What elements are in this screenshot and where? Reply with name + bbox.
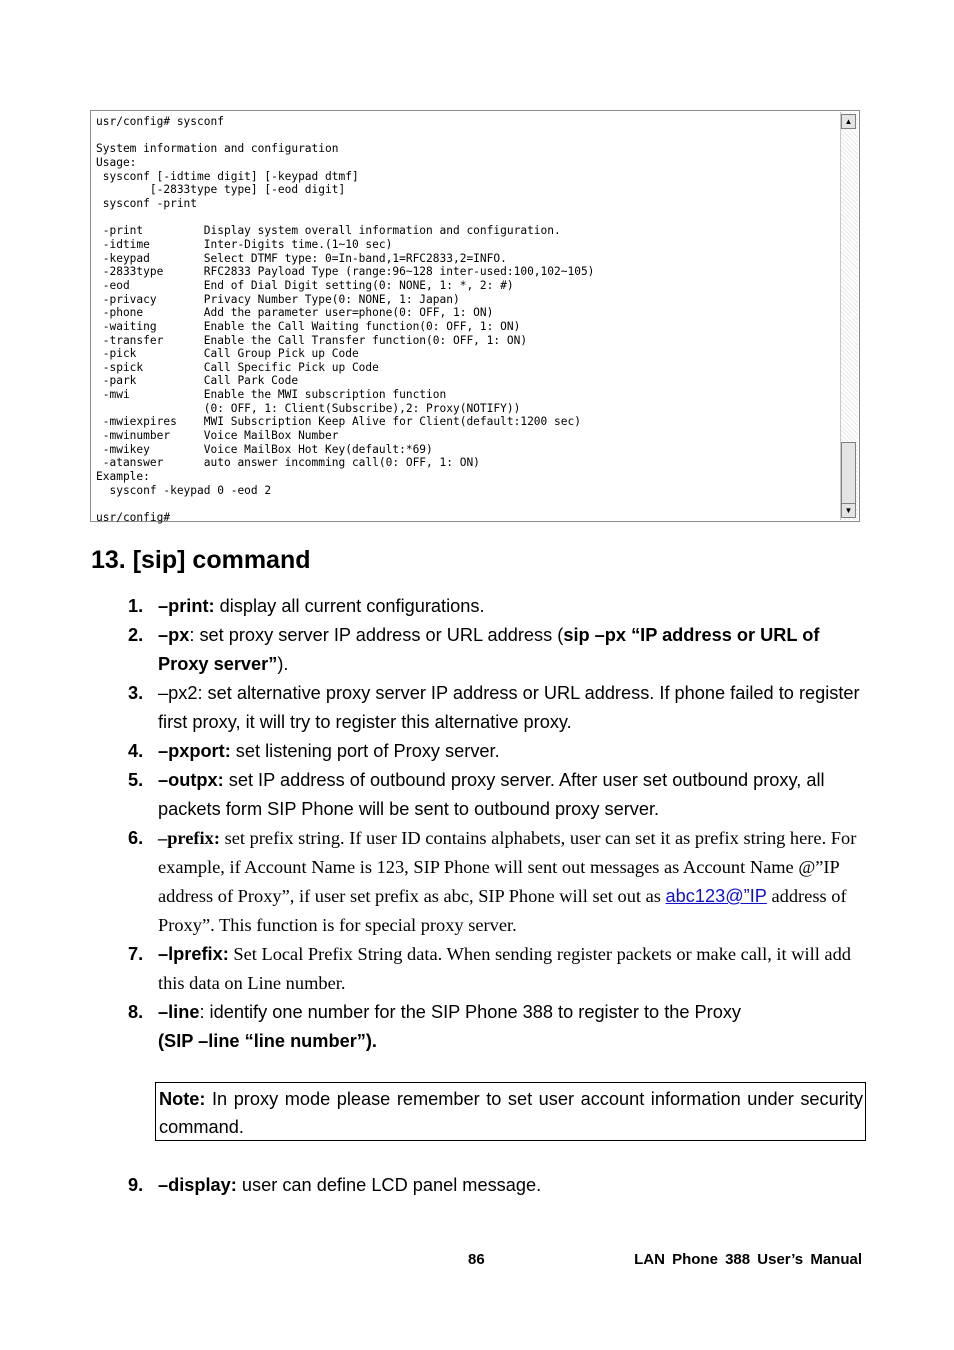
option-key: –display: xyxy=(158,1175,237,1195)
email-link[interactable]: abc123@”IP xyxy=(665,886,767,906)
option-description: –px2: set alternative proxy server IP address or URL address. If phone failed to register first proxy, it will try to register this alternative proxy. xyxy=(158,683,860,732)
list-item-lprefix xyxy=(128,940,868,998)
item-number: 5. xyxy=(128,770,144,790)
option-description: : identify one number for the SIP Phone 388 to register to the Proxy xyxy=(199,1002,742,1022)
option-description-end: address of Proxy”. This function is for special proxy server. xyxy=(158,886,847,935)
option-description: Set Local Prefix String data. When sending register packets or make call, it will add this data on Line number. xyxy=(158,944,851,993)
item-number: 2. xyxy=(128,625,144,645)
list-item-outpx xyxy=(128,766,868,824)
scrollbar-thumb[interactable] xyxy=(841,442,856,504)
page-number: 86 xyxy=(468,1251,485,1268)
terminal-scrollbar[interactable] xyxy=(840,112,858,520)
list-item-pxport xyxy=(128,737,868,766)
option-key: –pxport: xyxy=(158,741,231,761)
list-item-print xyxy=(128,592,868,621)
note-label: Note: xyxy=(159,1089,206,1109)
item-number: 1. xyxy=(128,596,144,616)
option-key: –lprefix: xyxy=(158,944,229,964)
manual-title: LAN Phone 388 User’s Manual xyxy=(634,1251,862,1268)
item-number: 4. xyxy=(128,741,144,761)
list-item-line xyxy=(128,998,868,1056)
item-number: 6. xyxy=(128,828,144,848)
item-number: 9. xyxy=(128,1175,144,1195)
list-item-prefix xyxy=(128,824,868,940)
list-item-display xyxy=(128,1171,898,1200)
scroll-up-arrow-icon[interactable]: ▲ xyxy=(841,114,856,129)
option-syntax: (SIP –line “line number”). xyxy=(158,1031,377,1051)
item-number: 8. xyxy=(128,1002,144,1022)
option-key: –prefix: xyxy=(158,828,220,848)
option-description: set IP address of outbound proxy server. After user set outbound proxy, all packets form SIP Phone will be sent to outbound proxy server. xyxy=(158,770,825,819)
command-options-list xyxy=(128,592,868,1056)
list-item-px2 xyxy=(128,679,868,737)
option-description: user can define LCD panel message. xyxy=(236,1175,542,1195)
option-description: set prefix string. If user ID contains alphabets, user can set it as prefix string here. For example, if Account Name is 123, SIP Phone will sent out messages as Account Name @”IP address of Proxy”, if user set prefix as abc, SIP Phone will set out as xyxy=(158,828,857,906)
option-key: –outpx: xyxy=(158,770,224,790)
option-description: : set proxy server IP address or URL address ( xyxy=(189,625,564,645)
option-key: –line xyxy=(158,1002,200,1022)
terminal-window xyxy=(90,110,860,525)
terminal-output: usr/config# sysconf System information and configuration Usage: sysconf [-idtime digit] [-keypad dtmf] [-2833type type] [-eod digit] sysconf -print -print Display system overall information and configuration. -idtime Inter-Digits time.(1~10 sec) -keypad Select DTMF type: 0=In-band,1=RFC2833,2=INFO. -2833type RFC2833 Payload Type (range:96~128 inter-used:100,102~105) -eod End of Dial Digit setting(0: NONE, 1: *, 2: #) -privacy Privacy Number Type(0: NONE, 1: Japan) -phone Add the parameter user=phone(0: OFF, 1: ON) -waiting Enable the Call Waiting function(0: OFF, 1: ON) -transfer Enable the Call Transfer function(0: OFF, 1: ON) -pick Call Group Pick up Code -spick Call Specific Pick up Code -park Call Park Code -mwi Enable the MWI subscription function (0: OFF, 1: Client(Subscribe),2: Proxy(NOTIFY)) -mwiexpires MWI Subscription Keep Alive for Client(default:1200 sec) -mwinumber Voice MailBox Number -mwikey Voice MailBox Hot Key(default:*69) -atanswer auto answer incomming call(0: OFF, 1: ON) Example: sysconf -keypad 0 -eod 2 usr/config# xyxy=(96,115,595,525)
section-heading: 13. [sip] command xyxy=(91,546,311,574)
option-description: set listening port of Proxy server. xyxy=(230,741,500,761)
option-description: display all current configurations. xyxy=(214,596,485,616)
option-key: –print: xyxy=(158,596,215,616)
note-box xyxy=(155,1082,866,1141)
list-item-px xyxy=(128,621,868,679)
note-text: In proxy mode please remember to set user account information under security command. xyxy=(159,1089,863,1137)
scroll-down-arrow-icon[interactable]: ▼ xyxy=(841,503,856,518)
item-number: 3. xyxy=(128,683,144,703)
option-syntax: sip –px “IP address or URL of Proxy server” xyxy=(158,625,820,674)
option-key: –px xyxy=(158,625,190,645)
item-number: 7. xyxy=(128,944,144,964)
option-description-end: ). xyxy=(277,654,289,674)
